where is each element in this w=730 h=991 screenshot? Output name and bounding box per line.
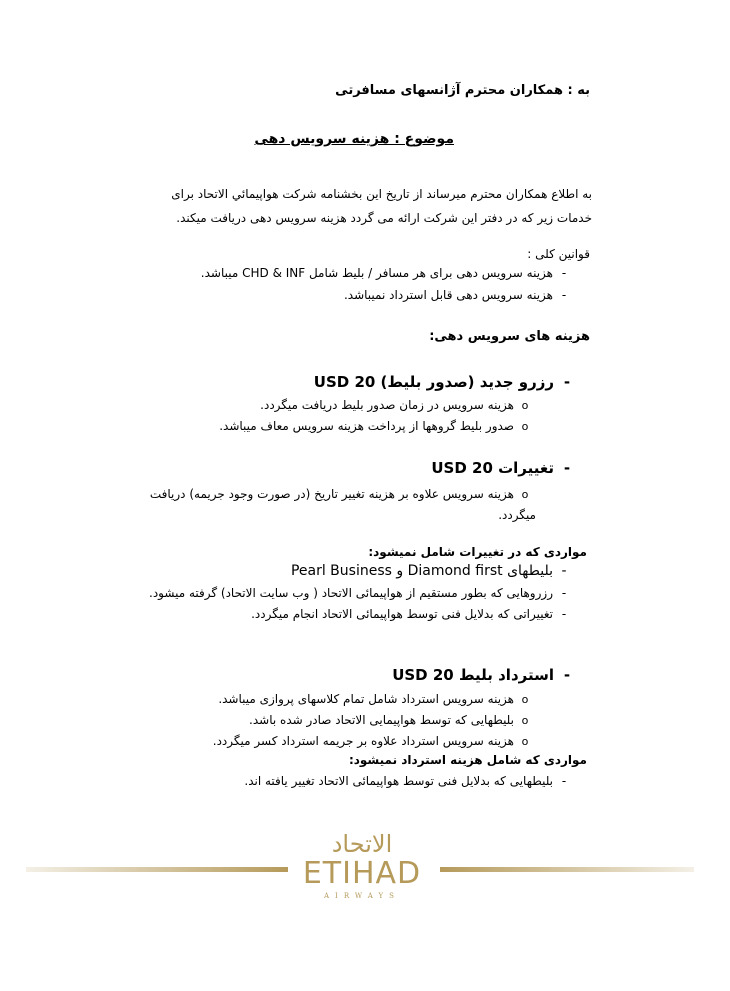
- subject-line: موضوع : هزینه سرویس دهی: [254, 131, 454, 147]
- circle-marker: o: [521, 693, 529, 706]
- rule-item: -هزینه سرویس دهی قابل استرداد نمیباشد.: [344, 288, 575, 302]
- sub-item: oهزینه سرویس در زمان صدور بلیط دریافت میگردد.: [260, 398, 536, 412]
- logo-sub-text: AIRWAYS: [324, 892, 400, 900]
- section-new-booking-title: -رزرو جدید (صدور بلیط) USD 20: [314, 373, 580, 391]
- sub-item: oهزینه سرویس استرداد شامل تمام کلاسهای پروازی میباشد.: [218, 692, 536, 706]
- exclusion-item: -تغییراتی که بدلایل فنی توسط هواپیمائی الاتحاد انجام میگردد.: [251, 607, 575, 621]
- exclusion-item: -رزروهایی که بطور مستقیم از هواپیمائی الاتحاد ( وب سایت الاتحاد) گرفته میشود.: [149, 586, 575, 600]
- logo-name-text: ETIHAD: [302, 856, 422, 891]
- logo-arabic-text: الاتحاد: [331, 830, 393, 858]
- circle-marker: o: [521, 399, 529, 412]
- general-rules-title: قوانین کلی :: [527, 247, 590, 261]
- section-changes-title: -تغییرات USD 20: [431, 459, 580, 477]
- dash-marker: -: [561, 288, 567, 302]
- sub-item: oهزینه سرویس علاوه بر هزینه تغییر تاریخ (در صورت وجود جریمه) دریافت میگردد.: [149, 487, 536, 522]
- rule-item: -هزینه سرویس دهی برای هر مسافر / بلیط شامل CHD & INF میباشد.: [201, 266, 575, 280]
- circle-marker: o: [521, 735, 529, 748]
- refund-exclusions-title: مواردی که شامل هزینه استرداد نمیشود:: [348, 753, 587, 767]
- intro-paragraph: به اطلاع همکاران محترم میرساند از تاریخ این بخشنامه شرکت هواپیمائي الاتحاد برای خدمات زیر که در دفتر این شرکت ارائه می گردد هزینه سرویس دهی دریافت میکند.: [171, 187, 592, 225]
- recipient-line: به : همکاران محترم آژانسهای مسافرتی: [335, 83, 590, 98]
- logo-left-line: [26, 867, 288, 872]
- dash-marker: -: [563, 459, 571, 477]
- exclusion-item: -بلیطهای Diamond first و Pearl Business: [291, 563, 575, 579]
- circle-marker: o: [521, 420, 529, 433]
- dash-marker: -: [563, 373, 571, 391]
- circle-marker: o: [521, 714, 529, 727]
- etihad-logo: [0, 822, 730, 912]
- sub-item: oصدور بلیط گروهها از پرداخت هزینه سرویس معاف میباشد.: [219, 419, 536, 433]
- dash-marker: -: [563, 666, 571, 684]
- sub-item: oبلیطهایی که توسط هواپیمایی الاتحاد صادر شده باشد.: [249, 713, 536, 727]
- dash-marker: -: [561, 266, 567, 280]
- circle-marker: o: [521, 488, 529, 501]
- service-fees-title: هزینه های سرویس دهی:: [429, 329, 590, 344]
- dash-marker: -: [561, 607, 567, 621]
- dash-marker: -: [561, 586, 567, 600]
- section-refund-title: -استرداد بلیط USD 20: [392, 666, 580, 684]
- dash-marker: -: [561, 774, 567, 788]
- sub-item: oهزینه سرویس استرداد علاوه بر جریمه استرداد کسر میگردد.: [213, 734, 536, 748]
- changes-exclusions-title: مواردی که در تغییرات شامل نمیشود:: [368, 545, 587, 559]
- exclusion-item: -بلیطهایی که بدلایل فنی توسط هواپیمائی الاتحاد تغییر یافته اند.: [244, 774, 575, 788]
- dash-marker: -: [561, 563, 567, 579]
- logo-right-line: [440, 867, 694, 872]
